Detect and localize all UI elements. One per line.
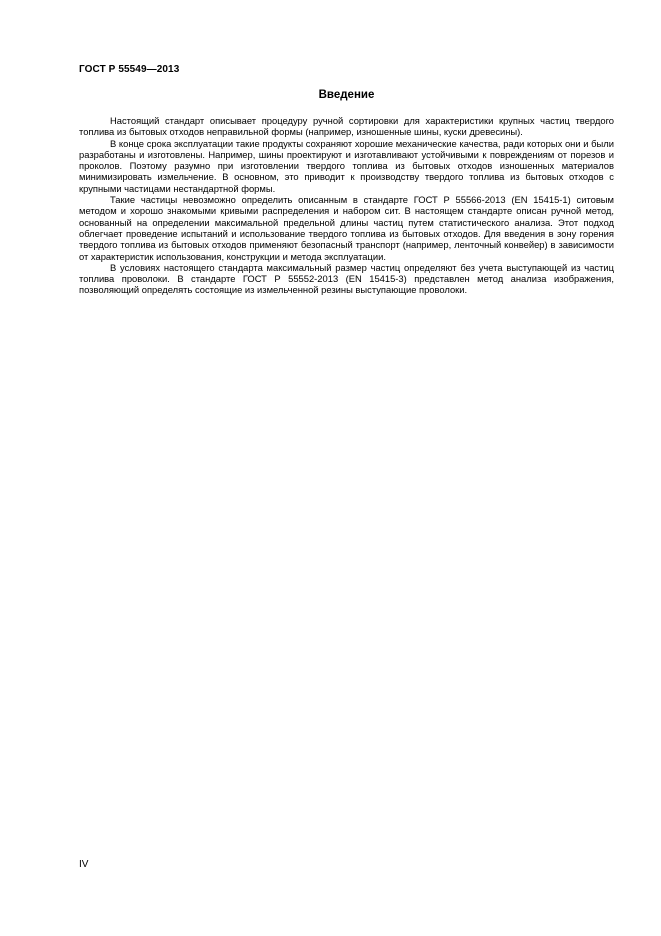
paragraph: В конце срока эксплуатации такие продукты сохраняют хорошие механические качества, ради которых они и были разработаны и изготовлены. Например, шины проектируют и изготавливают устойчивыми к повреждениям от порезов и проколов. Поэтому разумно при изготовлении твердого топлива из бытовых отходов изношенных материалов минимизировать измельчение. В основном, это приводит к производству твердого топлива из бытовых отходов с крупными частицами нестандартной формы. [79, 137, 614, 194]
paragraph: Такие частицы невозможно определить описанным в стандарте ГОСТ Р 55566-2013 (EN 15415-1) ситовым методом и хорошо знакомыми кривыми распределения и набором сит. В настоящем стандарте описан ручной метод, основанный на определении максимальной предельной длины частиц путем статистического анализа. Этот подход облегчает проведение испытаний и использование твердого топлива из бытовых отходов. Для введения в зону горения твердого топлива из бытовых отходов применяют безопасный транспорт (например, ленточный конвейер) в зависимости от характеристик использования, конструкции и метода эксплуатации. [79, 194, 614, 262]
document-code: ГОСТ Р 55549—2013 [79, 64, 180, 75]
paragraph: В условиях настоящего стандарта максимальный размер частиц определяют без учета выступающей из частиц топлива проволоки. В стандарте ГОСТ Р 55552-2013 (EN 15415-3) представлен метод анализа изображения, позволяющий определять состоящие из измельченной резины выступающие проволоки. [79, 261, 614, 296]
paragraph: Настоящий стандарт описывает процедуру ручной сортировки для характеристики крупных частиц твердого топлива из бытовых отходов неправильной формы (например, изношенные шины, куски древесины). [79, 115, 614, 138]
section-title: Введение [318, 89, 375, 101]
page-number: IV [79, 859, 89, 870]
body-text [79, 115, 614, 296]
